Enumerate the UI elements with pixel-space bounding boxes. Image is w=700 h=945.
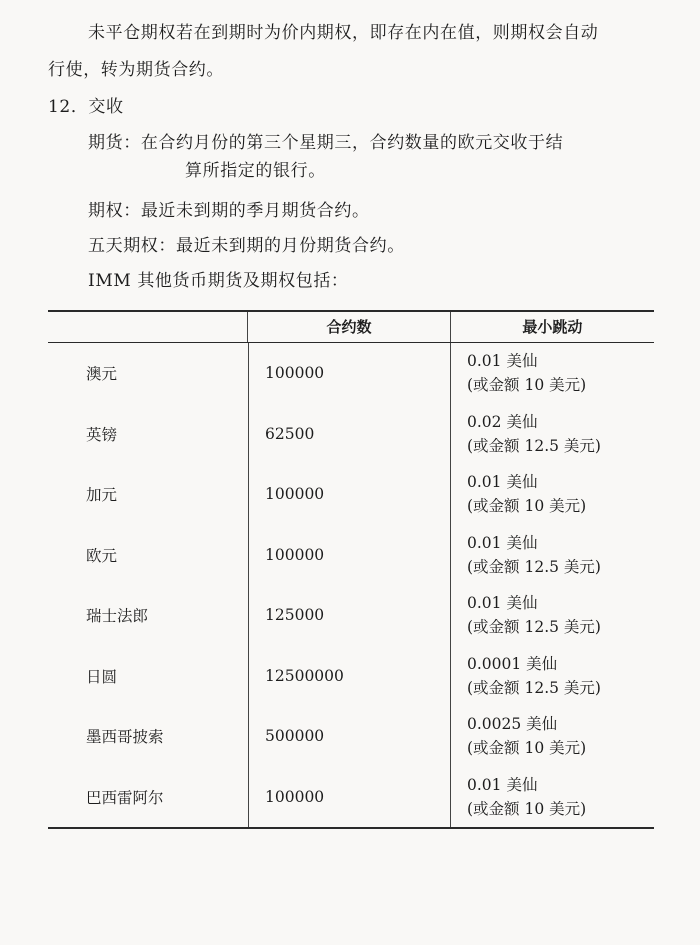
- table-row: [48, 706, 654, 767]
- row-min-tick: [450, 464, 654, 525]
- row-min-tick: [450, 767, 654, 828]
- tick-alt-amount: (或金额 12.5 美元): [467, 557, 601, 576]
- row-min-tick: [450, 706, 654, 767]
- row-currency: 墨西哥披索: [86, 728, 164, 747]
- currency-table: [48, 310, 654, 829]
- tick-value: 0.01 美仙: [467, 533, 538, 552]
- tick-value: 0.01 美仙: [467, 352, 538, 371]
- fiveday-label: 五天期权：: [88, 236, 176, 256]
- row-contract-size: 12500000: [248, 646, 450, 707]
- row-currency: 英镑: [86, 425, 118, 444]
- tick-alt-amount: (或金额 12.5 美元): [467, 618, 601, 637]
- row-contract-size: 500000: [248, 706, 450, 767]
- row-currency: 加元: [86, 486, 118, 505]
- tick-value: 0.01 美仙: [467, 473, 538, 492]
- row-contract-size: 62500: [248, 404, 450, 465]
- tick-alt-amount: (或金额 12.5 美元): [467, 436, 601, 455]
- section-heading: 12．交收: [48, 97, 124, 117]
- row-contract-size: 125000: [248, 585, 450, 646]
- row-min-tick: [450, 404, 654, 465]
- tick-value: 0.0025 美仙: [467, 715, 558, 734]
- tick-alt-amount: (或金额 10 美元): [467, 799, 587, 818]
- futures-text-1: 在合约月份的第三个星期三，合约数量的欧元交收于结: [140, 133, 564, 153]
- tick-alt-amount: (或金额 10 美元): [467, 376, 587, 395]
- futures-line-2: 算所指定的银行。: [185, 161, 326, 181]
- table-header-row: [48, 312, 654, 343]
- table-row: [48, 585, 654, 646]
- intro-line-2: 行使，转为期货合约。: [48, 60, 224, 80]
- row-min-tick: [450, 585, 654, 646]
- row-contract-size: 100000: [248, 343, 450, 404]
- row-contract-size: 100000: [248, 767, 450, 828]
- row-currency: 巴西雷阿尔: [86, 788, 164, 807]
- tick-value: 0.01 美仙: [467, 594, 538, 613]
- table-row: [48, 646, 654, 707]
- fiveday-line: [88, 235, 405, 257]
- fiveday-text: 最近未到期的月份期货合约。: [176, 236, 405, 256]
- table-row: [48, 343, 654, 404]
- row-contract-size: 100000: [248, 464, 450, 525]
- futures-line-1: [88, 132, 563, 154]
- options-text: 最近未到期的季月期货合约。: [140, 201, 370, 221]
- header-min-tick: 最小跳动: [450, 312, 654, 342]
- header-contract-size: 合约数: [247, 312, 449, 342]
- intro-line-1: 未平仓期权若在到期时为价内期权，即存在内在值，则期权会自动: [88, 23, 599, 43]
- tick-alt-amount: (或金额 12.5 美元): [467, 678, 601, 697]
- options-line: [88, 200, 370, 222]
- tick-alt-amount: (或金额 10 美元): [467, 497, 587, 516]
- row-min-tick: [450, 343, 654, 404]
- row-currency: 瑞士法郎: [86, 607, 149, 626]
- table-row: [48, 525, 654, 586]
- row-currency: 日圆: [86, 667, 118, 686]
- table-row: [48, 767, 654, 828]
- tick-alt-amount: (或金额 10 美元): [467, 739, 587, 758]
- tick-value: 0.0001 美仙: [467, 654, 558, 673]
- row-min-tick: [450, 646, 654, 707]
- imm-intro: IMM 其他货币期货及期权包括：: [88, 271, 349, 291]
- table-row: [48, 464, 654, 525]
- tick-value: 0.01 美仙: [467, 775, 538, 794]
- futures-label: 期货：: [88, 133, 141, 153]
- row-contract-size: 100000: [248, 525, 450, 586]
- header-currency: [48, 312, 247, 342]
- row-currency: 澳元: [86, 365, 118, 384]
- tick-value: 0.02 美仙: [467, 412, 538, 431]
- table-row: [48, 404, 654, 465]
- row-min-tick: [450, 525, 654, 586]
- row-currency: 欧元: [86, 546, 118, 565]
- options-label: 期权：: [88, 201, 141, 221]
